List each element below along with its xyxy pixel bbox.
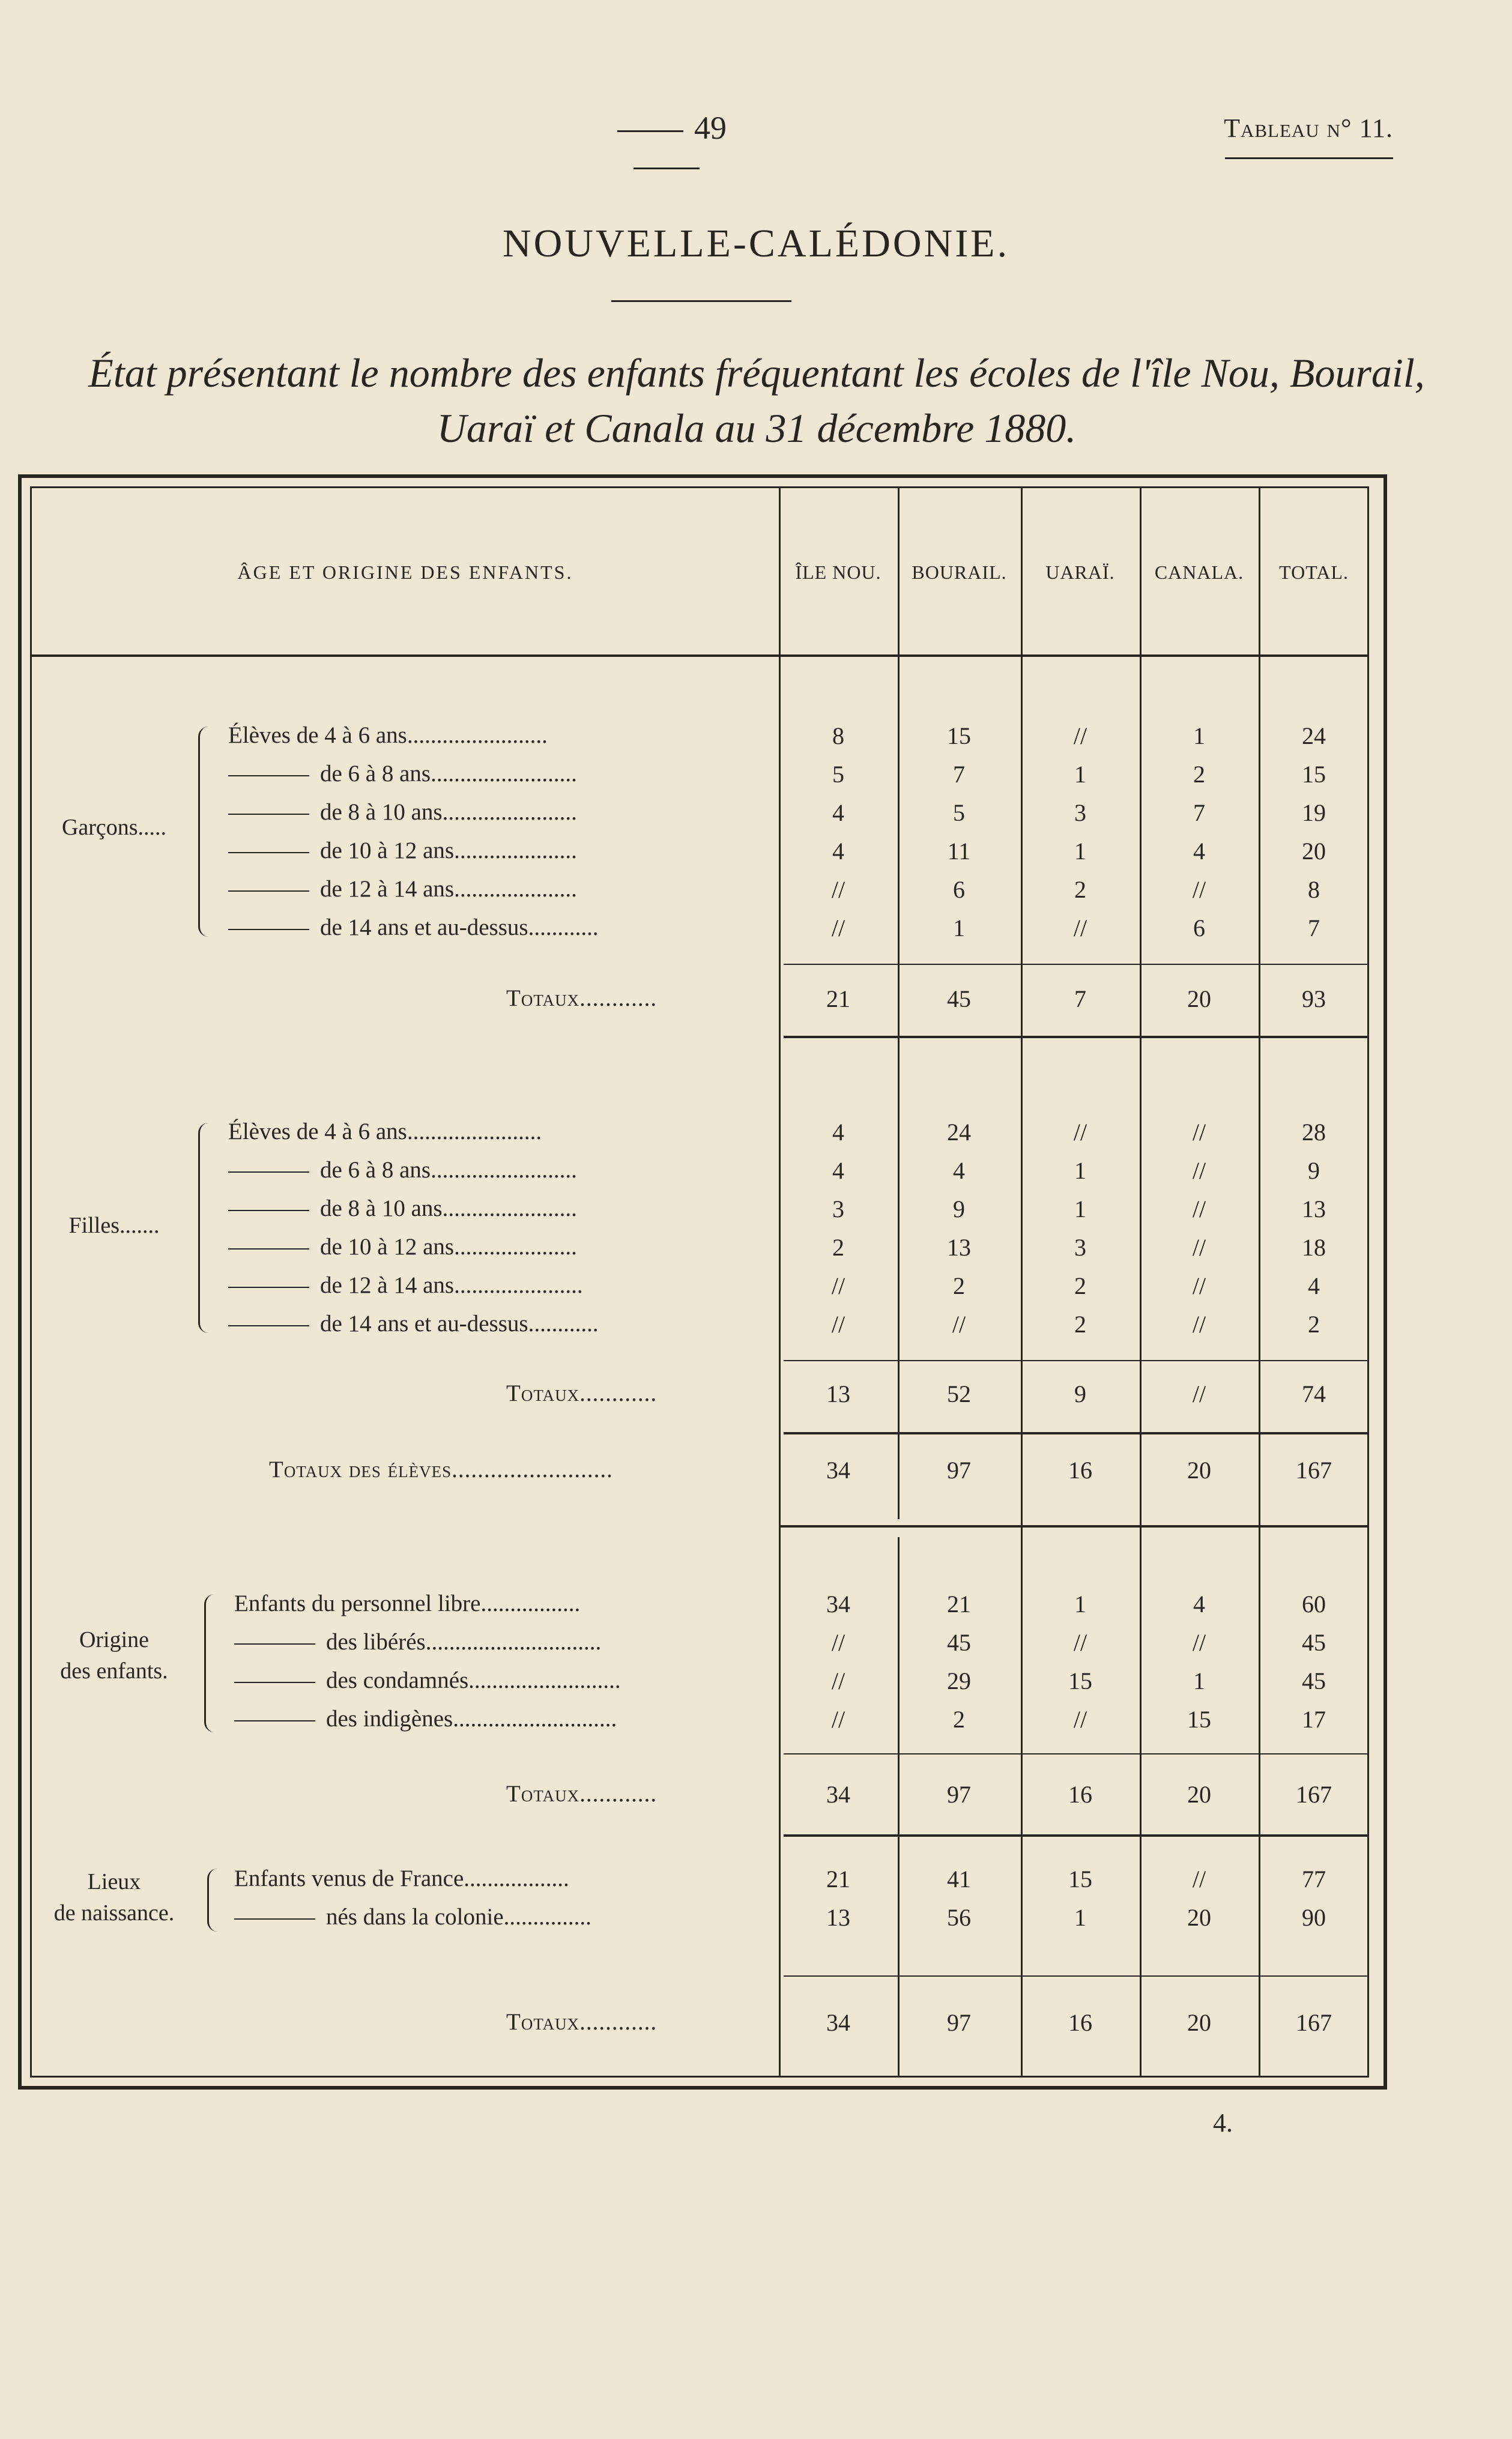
cell-canala: 20 <box>1187 1457 1211 1484</box>
cell-bourail: 4 <box>953 1157 965 1184</box>
cell-total: 45 <box>1302 1667 1326 1694</box>
cell-canala: 20 <box>1187 1904 1211 1931</box>
group-label-filles: Filles....... <box>68 1213 160 1238</box>
column-divider <box>898 1537 900 2078</box>
row-label: Enfants du personnel libre................. <box>234 1591 581 1616</box>
cell-total: 24 <box>1302 722 1326 749</box>
cell-bourail: 9 <box>953 1195 965 1223</box>
cell-ile-nou: 21 <box>826 1866 850 1893</box>
cell-total: 9 <box>1308 1157 1320 1184</box>
column-divider <box>1021 486 1023 2078</box>
header-rule <box>30 654 1369 657</box>
cell-bourail: 97 <box>947 1457 971 1484</box>
cell-canala: 4 <box>1193 1591 1205 1618</box>
cell-bourail: 29 <box>947 1667 971 1694</box>
row-label: de 12 à 14 ans...................... <box>228 1272 583 1299</box>
section-rule <box>784 1432 1369 1434</box>
cell-ile-nou: 21 <box>826 985 850 1012</box>
row-label: de 14 ans et au-dessus............ <box>228 1310 599 1337</box>
row-label: de 6 à 8 ans......................... <box>228 1156 577 1183</box>
cell-total: 15 <box>1302 761 1326 788</box>
row-label: nés dans la colonie............... <box>234 1903 591 1930</box>
cell-canala: // <box>1192 1234 1206 1261</box>
cell-ile-nou: 13 <box>826 1380 850 1407</box>
cell-bourail: 15 <box>947 722 971 749</box>
header-ile-nou: ÎLE NOU. <box>795 561 881 583</box>
cell-uarai: 2 <box>1074 1311 1086 1338</box>
row-label: Élèves de 4 à 6 ans....................... <box>228 1119 542 1144</box>
table-reference-rule <box>1225 157 1393 159</box>
row-label: Élèves de 4 à 6 ans........................ <box>228 722 548 748</box>
cell-total: 45 <box>1302 1629 1326 1656</box>
cell-canala: // <box>1192 1311 1206 1338</box>
cell-total: 8 <box>1308 876 1320 903</box>
cell-canala: 6 <box>1193 914 1205 941</box>
cell-total: 167 <box>1296 2009 1332 2036</box>
cell-total: 167 <box>1296 1457 1332 1484</box>
cell-total: 77 <box>1302 1866 1326 1893</box>
subtotal-label: Totaux............ <box>506 1781 658 1807</box>
cell-total: 7 <box>1308 914 1320 941</box>
cell-ile-nou: // <box>831 1311 845 1338</box>
signature-mark: 4. <box>1213 2108 1233 2138</box>
cell-ile-nou: 13 <box>826 1904 850 1931</box>
subtotal-label: Totaux............ <box>506 2009 658 2035</box>
header-uarai: UARAÏ. <box>1045 561 1115 583</box>
cell-uarai: 2 <box>1074 876 1086 903</box>
page-title: NOUVELLE-CALÉDONIE. <box>503 222 1009 265</box>
cell-ile-nou: 8 <box>832 722 844 749</box>
cell-canala: 4 <box>1193 838 1205 865</box>
cell-ile-nou: 2 <box>832 1234 844 1261</box>
cell-ile-nou: 3 <box>832 1195 844 1223</box>
cell-bourail: 1 <box>953 914 965 941</box>
cell-canala: // <box>1192 1119 1206 1146</box>
cell-total: 167 <box>1296 1781 1332 1808</box>
cell-canala: 20 <box>1187 2009 1211 2036</box>
cell-ile-nou: // <box>831 914 845 941</box>
cell-uarai: // <box>1073 722 1087 749</box>
cell-total: 20 <box>1302 838 1326 865</box>
cell-bourail: 97 <box>947 1781 971 1808</box>
cell-bourail: 7 <box>953 761 965 788</box>
cell-uarai: 1 <box>1074 838 1086 865</box>
table-caption: État présentant le nombre des enfants fréquentant les écoles de l'île Nou, Bourail, Uaraï et Canala au 31 décembre 1880. <box>88 350 1425 451</box>
row-label: Enfants venus de France.................. <box>234 1866 569 1891</box>
subtotal-label: Totaux............ <box>506 1380 658 1406</box>
cell-canala: 2 <box>1193 761 1205 788</box>
cell-total: 17 <box>1302 1706 1326 1733</box>
cell-uarai: // <box>1073 914 1087 941</box>
cell-total: 4 <box>1308 1272 1320 1299</box>
row-label: de 6 à 8 ans......................... <box>228 760 577 787</box>
cell-bourail: 24 <box>947 1119 971 1146</box>
cell-ile-nou: // <box>831 1667 845 1694</box>
subtotal-rule <box>784 1753 1369 1754</box>
table-reference: Tableau n° 11. <box>1224 113 1393 143</box>
cell-canala: 20 <box>1187 1781 1211 1808</box>
header-bourail: BOURAIL. <box>912 561 1007 583</box>
subtotal-rule <box>784 964 1369 965</box>
cell-canala: 1 <box>1193 1667 1205 1694</box>
group-label-naissance: Lieux de naissance. <box>53 1869 175 1926</box>
cell-total: 90 <box>1302 1904 1326 1931</box>
cell-canala: // <box>1192 1272 1206 1299</box>
cell-ile-nou: // <box>831 1629 845 1656</box>
section-rule <box>784 1834 1369 1837</box>
cell-ile-nou: // <box>831 1272 845 1299</box>
subtotal-rule <box>784 1360 1369 1361</box>
cell-bourail: 21 <box>947 1591 971 1618</box>
cell-uarai: 16 <box>1068 1457 1092 1484</box>
cell-bourail: 97 <box>947 2009 971 2036</box>
cell-uarai: 1 <box>1074 761 1086 788</box>
cell-uarai: 15 <box>1068 1667 1092 1694</box>
subtotal-rule <box>784 1975 1369 1977</box>
cell-total: 19 <box>1302 799 1326 826</box>
cell-uarai: 2 <box>1074 1272 1086 1299</box>
row-label: de 10 à 12 ans..................... <box>228 1233 577 1260</box>
cell-uarai: 16 <box>1068 2009 1092 2036</box>
cell-ile-nou: 5 <box>832 761 844 788</box>
row-label: de 14 ans et au-dessus............ <box>228 914 599 941</box>
page-number: 49 <box>576 109 757 184</box>
title-rule <box>611 300 791 302</box>
cell-canala: 20 <box>1187 985 1211 1012</box>
cell-canala: // <box>1192 876 1206 903</box>
cell-ile-nou: 34 <box>826 1781 850 1808</box>
cell-ile-nou: 34 <box>826 2009 850 2036</box>
column-divider <box>898 486 900 1519</box>
row-label: des condamnés.......................... <box>234 1667 621 1694</box>
cell-uarai: 3 <box>1074 1234 1086 1261</box>
row-label: de 12 à 14 ans..................... <box>228 875 577 902</box>
cell-ile-nou: 4 <box>832 838 844 865</box>
cell-canala: 7 <box>1193 799 1205 826</box>
row-label: des indigènes............................ <box>234 1705 617 1732</box>
cell-ile-nou: 4 <box>832 1119 844 1146</box>
cell-ile-nou: // <box>831 876 845 903</box>
cell-bourail: 2 <box>953 1706 965 1733</box>
cell-bourail: 2 <box>953 1272 965 1299</box>
column-divider <box>1140 486 1142 2078</box>
cell-uarai: 1 <box>1074 1157 1086 1184</box>
cell-bourail: 45 <box>947 985 971 1012</box>
row-label: de 10 à 12 ans..................... <box>228 837 577 864</box>
brace <box>204 1594 214 1732</box>
cell-uarai: 3 <box>1074 799 1086 826</box>
grand-total-label: Totaux des élèves......................... <box>269 1457 613 1482</box>
row-label: des libérés.............................. <box>234 1628 601 1655</box>
column-divider <box>779 486 781 2078</box>
row-label: de 8 à 10 ans....................... <box>228 1195 577 1222</box>
cell-canala: // <box>1192 1629 1206 1656</box>
cell-bourail: 45 <box>947 1629 971 1656</box>
row-label: de 8 à 10 ans....................... <box>228 799 577 826</box>
cell-bourail: 41 <box>947 1866 971 1893</box>
cell-bourail: 11 <box>947 838 971 865</box>
cell-canala: 1 <box>1193 722 1205 749</box>
cell-ile-nou: 4 <box>832 799 844 826</box>
cell-canala: // <box>1192 1380 1206 1407</box>
brace <box>198 1123 208 1333</box>
cell-bourail: // <box>952 1311 966 1338</box>
cell-canala: 15 <box>1187 1706 1211 1733</box>
cell-canala: // <box>1192 1195 1206 1223</box>
cell-bourail: 52 <box>947 1380 971 1407</box>
cell-uarai: 1 <box>1074 1591 1086 1618</box>
cell-ile-nou: // <box>831 1706 845 1733</box>
brace <box>198 727 208 937</box>
cell-ile-nou: 34 <box>826 1591 850 1618</box>
cell-bourail: 5 <box>953 799 965 826</box>
cell-total: 28 <box>1302 1119 1326 1146</box>
cell-total: 74 <box>1302 1380 1326 1407</box>
subtotal-label: Totaux............ <box>506 985 658 1011</box>
section-rule <box>784 1036 1369 1038</box>
header-canala: CANALA. <box>1154 561 1244 583</box>
cell-canala: // <box>1192 1157 1206 1184</box>
cell-uarai: 1 <box>1074 1904 1086 1931</box>
cell-total: 93 <box>1302 985 1326 1012</box>
cell-uarai: // <box>1073 1629 1087 1656</box>
cell-uarai: // <box>1073 1706 1087 1733</box>
cell-total: 2 <box>1308 1311 1320 1338</box>
brace <box>207 1869 217 1932</box>
cell-bourail: 56 <box>947 1904 971 1931</box>
cell-uarai: 16 <box>1068 1781 1092 1808</box>
section-rule <box>779 1525 1369 1528</box>
cell-uarai: // <box>1073 1119 1087 1146</box>
cell-total: 60 <box>1302 1591 1326 1618</box>
cell-uarai: 1 <box>1074 1195 1086 1223</box>
cell-uarai: 15 <box>1068 1866 1092 1893</box>
cell-bourail: 6 <box>953 876 965 903</box>
group-label-origine: Origine des enfants. <box>60 1627 168 1684</box>
cell-uarai: 9 <box>1074 1380 1086 1407</box>
cell-total: 18 <box>1302 1234 1326 1261</box>
cell-bourail: 13 <box>947 1234 971 1261</box>
cell-total: 13 <box>1302 1195 1326 1223</box>
header-total: TOTAL. <box>1279 561 1349 583</box>
cell-ile-nou: 4 <box>832 1157 844 1184</box>
header-age-origine: ÂGE ET ORIGINE DES ENFANTS. <box>237 561 573 583</box>
cell-ile-nou: 34 <box>826 1457 850 1484</box>
cell-uarai: 7 <box>1074 985 1086 1012</box>
cell-canala: // <box>1192 1866 1206 1893</box>
group-label-garcons: Garçons..... <box>61 815 167 840</box>
